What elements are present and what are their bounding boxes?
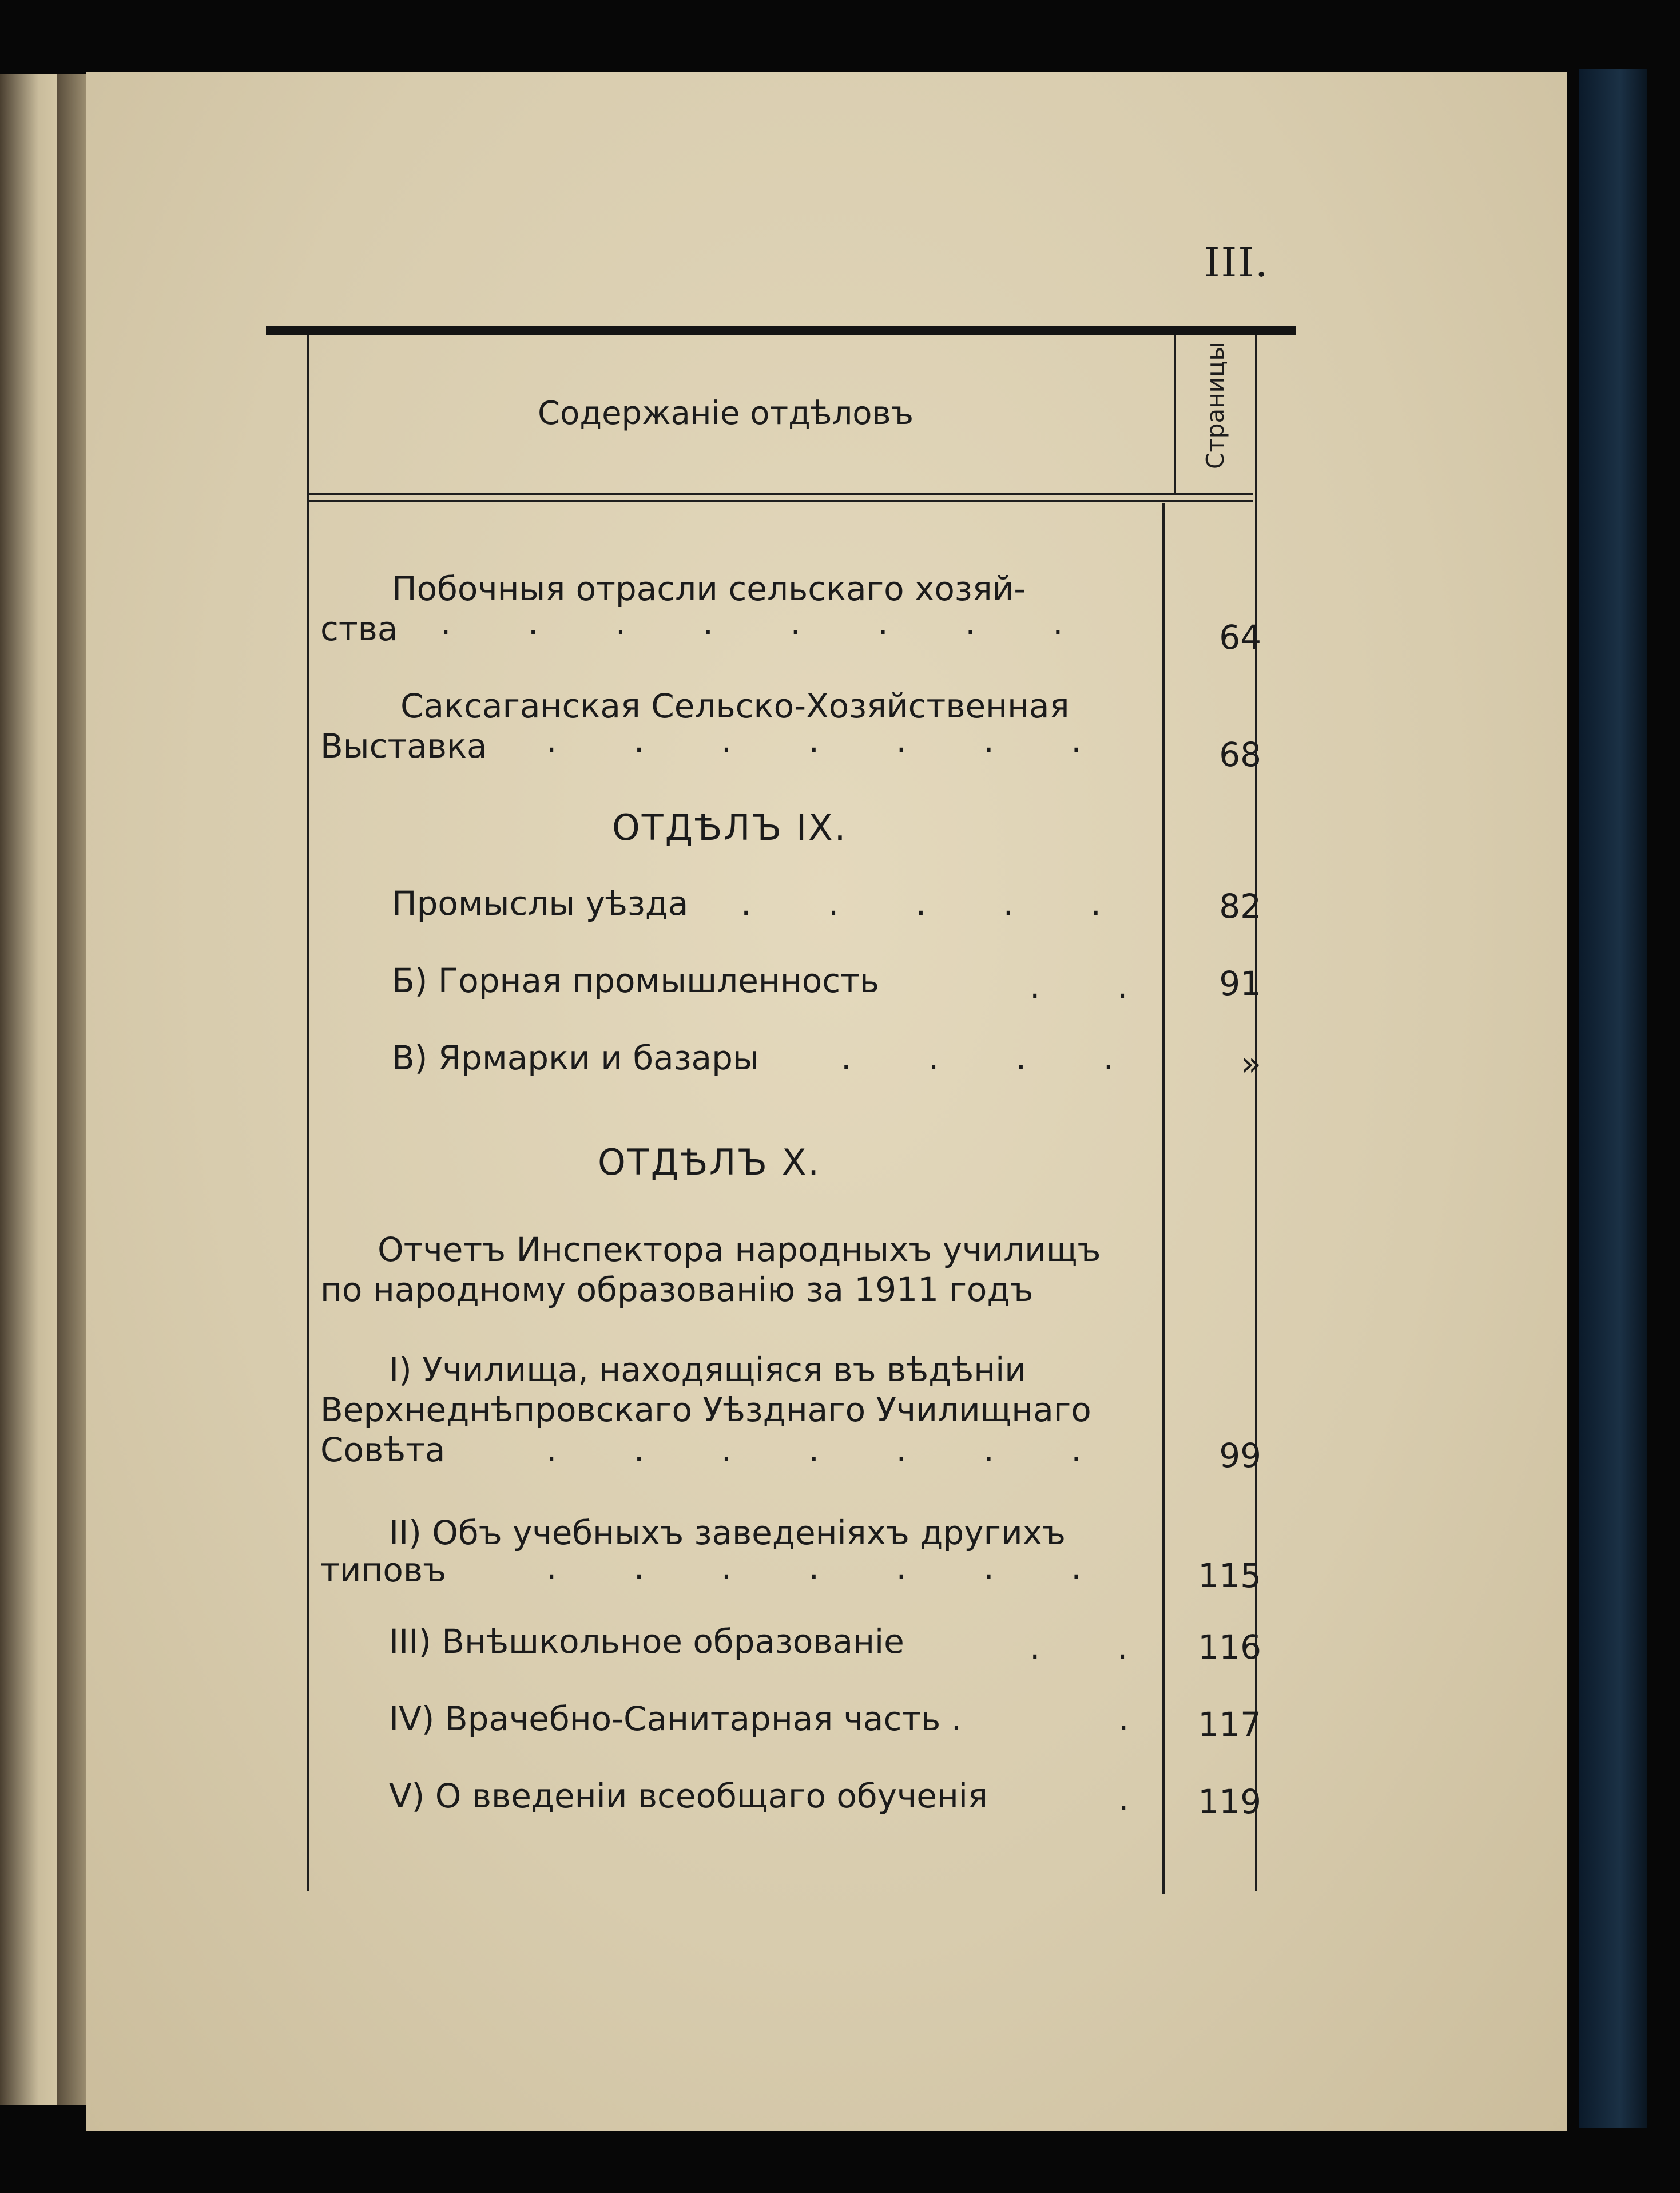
- entry-page: 91: [1219, 964, 1261, 1003]
- entry-dots: . . . . . . . .: [440, 604, 1097, 643]
- entry-line: В) Ярмарки и базары: [392, 1038, 759, 1077]
- entry-line: Совѣта: [320, 1430, 446, 1469]
- entry-dots: . . . . . . .: [546, 1548, 1115, 1587]
- entry-line: Отчетъ Инспектора народныхъ училищъ: [378, 1230, 1101, 1269]
- entry-page: 119: [1198, 1782, 1261, 1821]
- entry-line: II) Объ учебныхъ заведеніяхъ другихъ: [389, 1513, 1066, 1552]
- book-cover-edge: [1579, 69, 1647, 2128]
- entry-dots: . . . . .: [741, 884, 1134, 923]
- entry-dots: . .: [1030, 1628, 1161, 1667]
- entry-line: I) Училища, находящіяся въ вѣдѣніи: [389, 1350, 1026, 1389]
- entry-dots: . . . . . . .: [546, 721, 1115, 760]
- entry-dots: . .: [1030, 967, 1161, 1006]
- table-top-rule: [266, 326, 1296, 335]
- entry-dots: .: [1118, 1699, 1162, 1738]
- entry-line: Саксаганская Сельско-Хозяйственная: [400, 687, 1070, 725]
- header-separator-double: [309, 500, 1253, 502]
- entry-line: по народному образованію за 1911 годъ: [320, 1270, 1034, 1309]
- entry-line: типовъ: [320, 1550, 447, 1589]
- section-heading: ОТДѢЛЪ X.: [598, 1141, 821, 1183]
- entry-page: 64: [1219, 618, 1261, 657]
- header-column-divider: [1174, 335, 1176, 495]
- table-left-border: [307, 335, 309, 1891]
- page-column-divider: [1162, 503, 1165, 1894]
- entry-dots: . . . . . . .: [546, 1430, 1115, 1469]
- contents-header: Содержаніе отдѣловъ: [538, 395, 914, 432]
- entry-line: III) Внѣшкольное образованіе: [389, 1622, 904, 1661]
- entry-line: V) О введеніи всеобщаго обученія: [389, 1776, 988, 1815]
- entry-line: Б) Горная промышленность: [392, 961, 880, 1000]
- entry-line: Верхнеднѣпровскаго Уѣзднаго Училищнаго: [320, 1390, 1091, 1429]
- section-heading: ОТДѢЛЪ IX.: [612, 807, 848, 848]
- pages-header: Страницы: [1201, 342, 1229, 469]
- entry-page: 99: [1219, 1436, 1261, 1475]
- entry-line: IV) Врачебно-Санитарная часть .: [389, 1699, 962, 1738]
- entry-page: 68: [1219, 735, 1261, 774]
- entry-page: 116: [1198, 1628, 1261, 1667]
- entry-line: Побочныя отрасли сельскаго хозяй-: [392, 569, 1026, 608]
- entry-page: »: [1241, 1044, 1261, 1083]
- page-number: III.: [1204, 239, 1269, 286]
- entry-line: ства: [320, 609, 398, 648]
- entry-page: 117: [1198, 1705, 1261, 1744]
- entry-dots: .: [1118, 1779, 1162, 1818]
- entry-line: Промыслы уѣзда: [392, 884, 689, 923]
- entry-page: 115: [1198, 1556, 1261, 1595]
- entry-line: Выставка: [320, 727, 487, 766]
- entry-page: 82: [1219, 887, 1261, 926]
- header-separator: [309, 493, 1253, 495]
- entry-dots: . . . .: [841, 1038, 1147, 1077]
